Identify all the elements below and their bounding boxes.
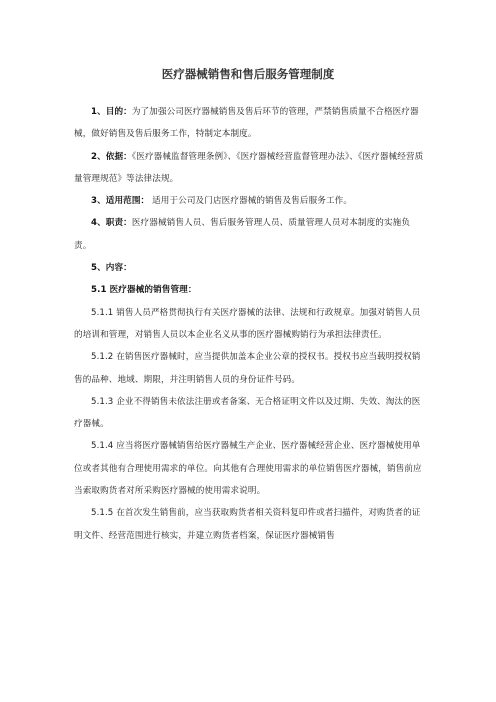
clause-5-1-2	[74, 346, 425, 391]
paragraph-label: 2、依据：	[91, 151, 132, 162]
clause-5-1-4	[74, 435, 425, 502]
paragraph-text: 5.1.5 在首次发生销售前，应当获取购货者相关资料复印件或者扫描件，对购货者的证明文件、经营范围进行核实，并建立购货者档案，保证医疗器械销售	[74, 508, 421, 541]
paragraph-text: 5.1.1 销售人员严格贯彻执行有关医疗器械的法律、法规和行政规章。加强对销售人员的培训和管理，对销售人员以本企业名义从事的医疗器械购销行为承担法律责任。	[74, 307, 421, 340]
clause-5-1-1	[74, 302, 425, 347]
paragraph-text: 5.1.3 企业不得销售未依法注册或者备案、无合格证明文件以及过期、失效、淘汰的医疗器械。	[74, 396, 421, 430]
paragraph-scope	[74, 190, 425, 212]
section-heading-sales	[74, 279, 425, 301]
paragraph-label: 3、适用范围：	[91, 196, 150, 207]
paragraph-label: 5、内容：	[91, 263, 132, 274]
paragraph-content-heading	[74, 257, 425, 279]
paragraph-text: 5.1.4 应当将医疗器械销售给医疗器械生产企业、医疗器械经营企业、医疗器械使用单位或者其他有合理使用需求的单位。向其他有合理使用需求的单位销售医疗器械，销售前应当索取购货者对所采购医疗器械的使用需求说明。	[74, 441, 422, 497]
paragraph-label: 1、目的：	[91, 107, 132, 117]
paragraph-label: 5.1 医疗器械的销售管理：	[91, 285, 197, 296]
paragraph-text: 5.1.2 在销售医疗器械时，应当提供加盖本企业公章的授权书。授权书应当载明授权销售的品种、地域、期限，并注明销售人员的身份证件号码。	[74, 352, 421, 385]
paragraph-basis	[74, 146, 425, 191]
clause-5-1-5	[74, 502, 425, 547]
paragraph-text: 医疗器械销售人员、售后服务管理人员、质量管理人员对本制度的实施负责。	[74, 218, 411, 251]
paragraph-text: 为了加强公司医疗器械销售及售后环节的管理，严禁销售质量不合格医疗器械，做好销售及售后服务工作，特制定本制度。	[74, 107, 419, 140]
paragraph-purpose	[74, 101, 425, 146]
document-body	[74, 101, 425, 547]
paragraph-text: 适用于公司及门店医疗器械的销售及售后服务工作。	[149, 196, 353, 207]
page-title: 医疗器械销售和售后服务管理制度	[161, 67, 335, 81]
paragraph-responsibility	[74, 212, 425, 257]
paragraph-text: 《医疗器械监督管理条例》、《医疗器械经营监督管理办法》、《医疗器械经营质量管理规范》等法律法规。	[74, 151, 424, 184]
paragraph-label: 4、职责：	[91, 218, 132, 229]
clause-5-1-3	[74, 391, 425, 436]
